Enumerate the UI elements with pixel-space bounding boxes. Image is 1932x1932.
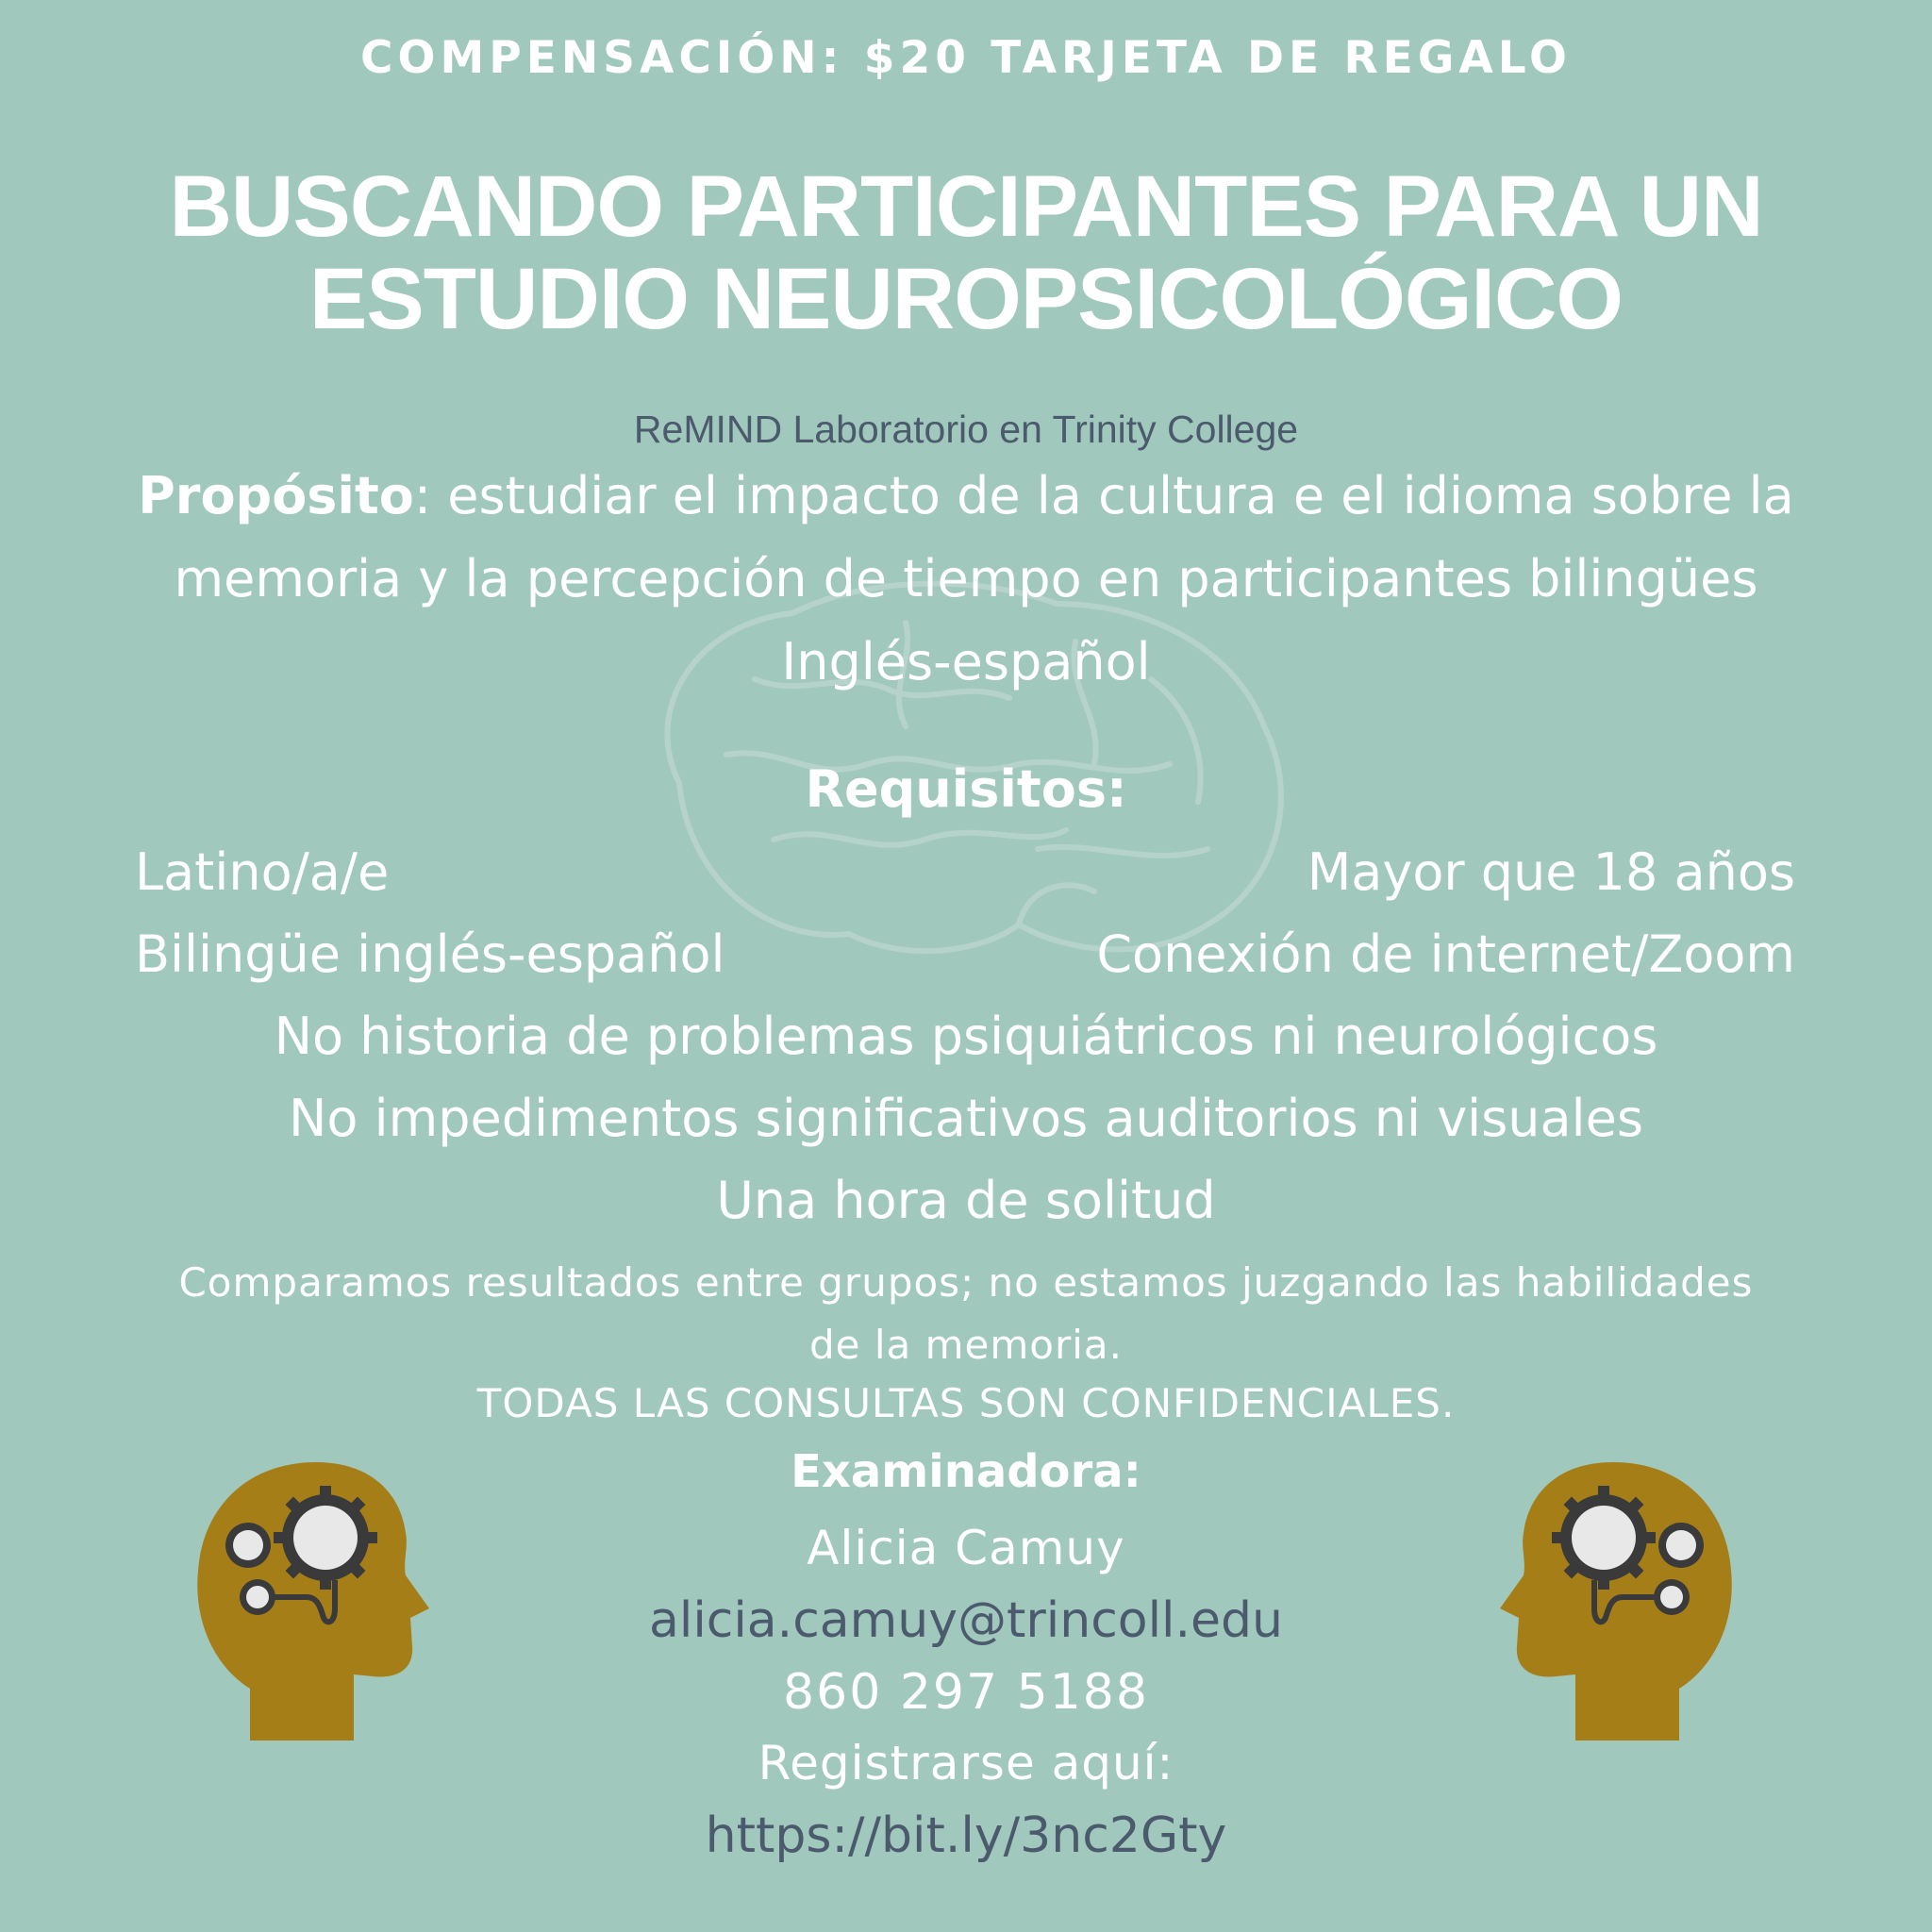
- requirement-solitude: Una hora de solitud: [716, 1171, 1216, 1230]
- confidential-notice: TODAS LAS CONSULTAS SON CONFIDENCIALES.: [476, 1380, 1456, 1426]
- requirement-no-impairments: No impedimentos significativos auditorios ni visuales: [289, 1089, 1643, 1148]
- comparison-note: Comparamos resultados entre grupos; no estamos juzgando las habilidades de la memoria.: [178, 1259, 1754, 1368]
- requirements-heading: Requisitos:: [805, 759, 1127, 819]
- head-gears-left-icon: [193, 1457, 429, 1740]
- purpose-body: : estudiar el impacto de la cultura e el idioma sobre la memoria y la percepción de tiempo en participantes bilingües Inglés-español: [174, 466, 1794, 691]
- requirement-age: Mayor que 18 años: [1307, 842, 1795, 902]
- title-line-1: BUSCANDO PARTICIPANTES PARA UN: [169, 158, 1763, 255]
- requirement-internet: Conexión de internet/Zoom: [1096, 924, 1795, 984]
- requirement-latino: Latino/a/e: [135, 842, 390, 902]
- title-line-2: ESTUDIO NEUROPSICOLÓGICO: [309, 251, 1623, 347]
- lab-name: ReMIND Laboratorio en Trinity College: [633, 408, 1299, 451]
- purpose-text: [123, 455, 1809, 704]
- requirement-bilingual: Bilingüe inglés-español: [135, 924, 725, 984]
- requirement-no-history: No historia de problemas psiquiátricos ni neurológicos: [274, 1007, 1658, 1066]
- head-gears-right-icon: [1500, 1457, 1736, 1740]
- examiner-phone: 860 297 5188: [783, 1664, 1149, 1721]
- register-link[interactable]: https://bit.ly/3nc2Gty: [705, 1807, 1227, 1864]
- page-title: [0, 160, 1932, 345]
- compensation-banner: COMPENSACIÓN: $20 TARJETA DE REGALO: [360, 32, 1572, 84]
- register-label: Registrarse aquí:: [758, 1736, 1174, 1790]
- purpose-label: Propósito: [138, 466, 414, 525]
- examiner-name: Alicia Camuy: [807, 1521, 1125, 1575]
- examiner-email[interactable]: alicia.camuy@trincoll.edu: [649, 1592, 1283, 1649]
- examiner-heading: Examinadora:: [791, 1445, 1141, 1498]
